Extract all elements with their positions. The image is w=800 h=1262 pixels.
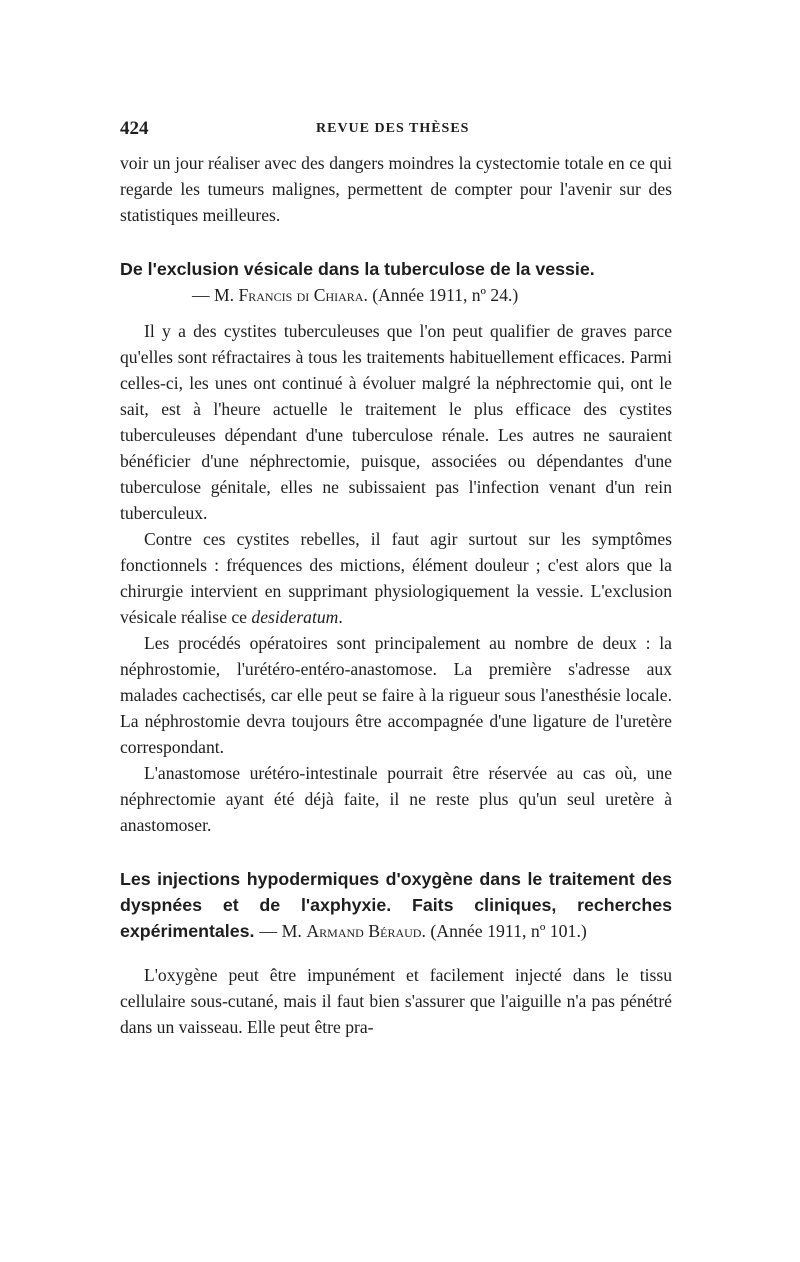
body-paragraph: Il y a des cystites tuberculeuses que l'on peut qualifier de graves parce qu'elles sont réfractaires à tous les traitements habituellement efficaces. Parmi celles-ci, les unes ont continué à évoluer malgré la néphrectomie qui, ont le sait, est à l'heure actuelle le traitement le plus efficace des cystites tuberculeuses dépendant d'une tuberculose rénale. Les autres ne sauraient bénéficier d'une néphrectomie, puisque, associées ou dépendantes d'une tuberculose génitale, elles ne subissaient pas l'infection venant d'un rein tuberculeux. <box>120 321 672 523</box>
byline-prefix: — M. <box>259 921 302 941</box>
body-paragraph: L'oxygène peut être impunément et facilement injecté dans le tissu cellulaire sous-cutané, mais il faut bien s'assurer que l'aiguille n'a pas pénétré dans un vaisseau. Elle peut être pra- <box>120 965 672 1037</box>
paragraph-text: Contre ces cystites rebelles, il faut agir surtout sur les symptômes fonctionnels : fréquences des mictions, élément douleur ; c'est alors que la chirurgie intervient en supprimant physiologiquement la vessie. L'exclusion vésicale réalise ce <box>120 529 672 627</box>
article-title-text: Les injections hypodermiques d'oxygène dans le traitement des dyspnées et de l'axphyxie. Faits cliniques, recherches expérimentales. <box>120 869 672 941</box>
article-title-injections-oxygene <box>120 866 672 944</box>
running-head <box>120 112 672 142</box>
body-paragraph: L'anastomose urétéro-intestinale pourrait être réservée au cas où, une néphrectomie ayant été déjà faite, il ne reste plus qu'un seul uretère à anastomoser. <box>120 763 672 835</box>
italic-term: desideratum <box>251 607 339 627</box>
year-note: (Année 1911, nº 101.) <box>430 921 587 941</box>
article-byline: — M. Armand Béraud. (Année 1911, nº 101.) <box>259 921 587 941</box>
year-note: (Année 1911, nº 24.) <box>372 285 519 305</box>
author-name: Armand Béraud <box>306 921 422 941</box>
author-name: Francis di Chiara <box>238 285 364 305</box>
body-paragraph <box>120 526 672 630</box>
italic-term-end: . <box>338 607 343 627</box>
continuation-paragraph: voir un jour réaliser avec des dangers moindres la cystectomie totale en ce qui regarde les tumeurs malignes, permettent de compter pour l'avenir sur des statistiques meilleures. <box>120 153 672 225</box>
article-title-exclusion-vesicale: De l'exclusion vésicale dans la tuberculose de la vessie. <box>120 259 595 279</box>
byline-prefix: — M. <box>192 285 235 305</box>
article-byline: — M. Francis di Chiara. (Année 1911, nº 24.) <box>192 285 519 305</box>
body-paragraph: Les procédés opératoires sont principalement au nombre de deux : la néphrostomie, l'urétéro-entéro-anastomose. La première s'adresse aux malades cachectisés, car elle peut se faire à la rigueur sous l'anesthésie locale. La néphrostomie devra toujours être accompagnée d'une ligature de l'uretère correspondant. <box>120 633 672 757</box>
page-number: 424 <box>120 118 149 139</box>
book-page <box>120 112 672 1040</box>
journal-title: REVUE DES THÈSES <box>316 121 470 136</box>
